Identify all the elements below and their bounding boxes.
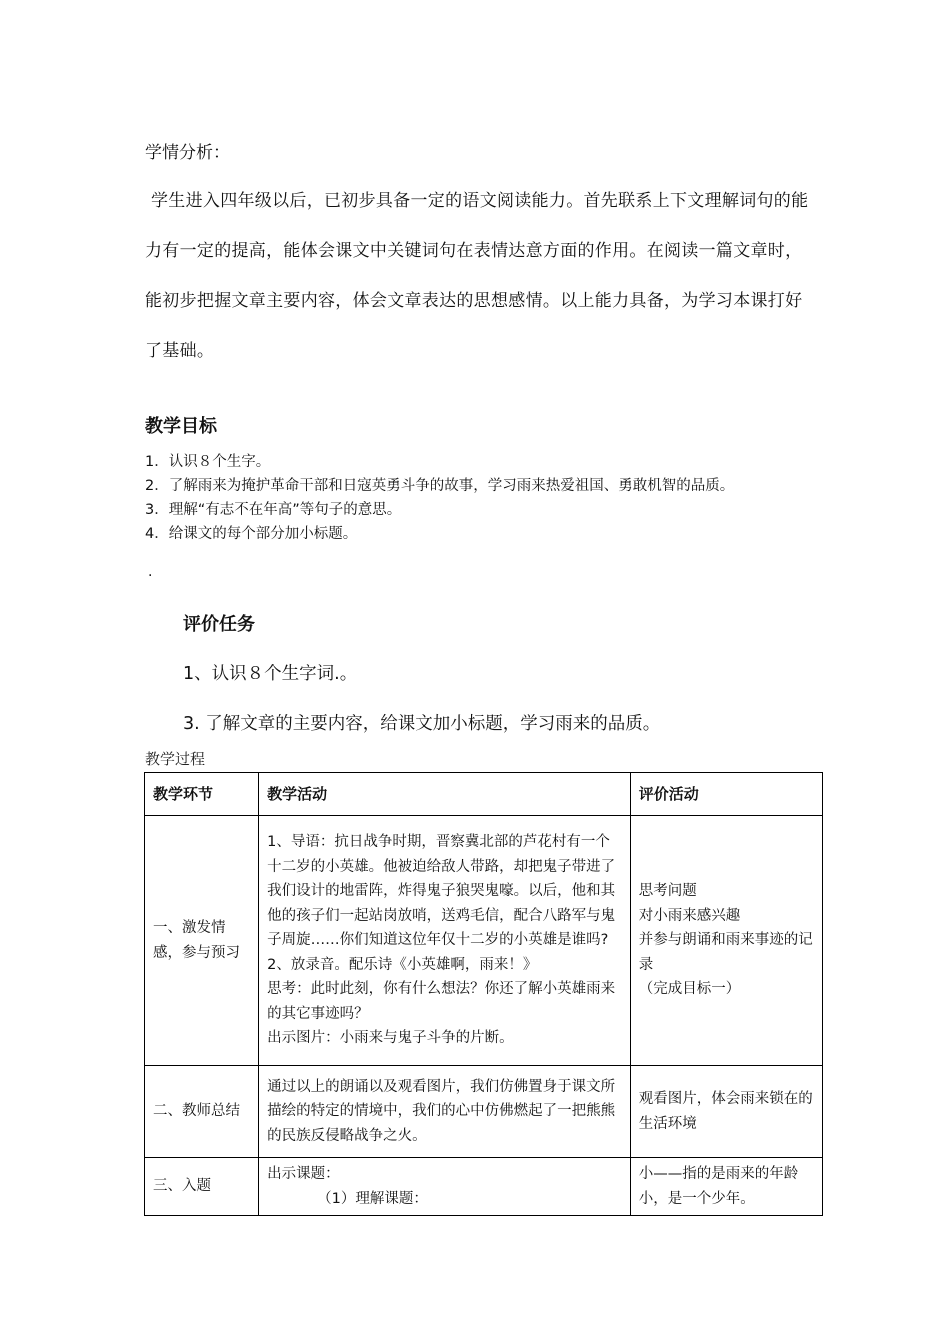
evaluation-line: 并参与朗诵和雨来事迹的记录 [638,932,813,973]
activity-line: 1、导语：抗日战争时期，晋察冀北部的芦花村有一个十二岁的小英雄。他被迫给敌人带路，却把鬼子带进了我们设计的地雷阵，炸得鬼子狼哭鬼嚎。以后，他和其他的孩子们一起站岗放哨，送鸡毛信，配合八路军与鬼子周旋……你们知道这位年仅十二岁的小英雄是谁吗? [267,834,616,949]
evaluation-line: 观看图片，体会雨来锁在的生活环境 [638,1091,813,1132]
header-evaluation: 评价活动 [630,773,822,816]
evaluation-item: 1、认识８个生字词.。 [183,664,358,684]
evaluation-line: 对小雨来感兴趣 [638,907,741,924]
goals-list [145,450,734,546]
evaluation-line: （完成目标一） [638,981,741,998]
activity-line: 出示图片：小雨来与鬼子斗争的片断。 [267,1030,514,1047]
goal-item: 2．了解雨来为掩护革命干部和日寇英勇斗争的故事，学习雨来热爱祖国、勇敢机智的品质。 [145,478,735,494]
activity-line: 2、放录音。配乐诗《小英雄啊，雨来！》 [267,956,538,973]
analysis-title: 学情分析： [145,143,230,163]
goal-item: 1．认识８个生字。 [145,454,271,470]
evaluation-cell [630,816,822,1066]
evaluation-item: 3. 了解文章的主要内容，给课文加小标题，学习雨来的品质。 [183,714,661,734]
activity-cell [259,1066,631,1158]
activity-line: 通过以上的朗诵以及观看图片，我们仿佛置身于课文所描绘的特定的情境中，我们的心中仿佛燃起了一把熊熊的民族反侵略战争之火。 [267,1078,616,1144]
stage-cell: 一、激发情感，参与预习 [145,816,259,1066]
evaluation-cell [630,1158,822,1216]
evaluation-title: 评价任务 [183,614,255,635]
table-row [145,1066,823,1158]
activity-cell [259,1158,631,1216]
activity-line: （1）理解课题： [317,1190,428,1207]
header-stage: 教学环节 [145,773,259,816]
process-table [144,772,823,1216]
header-activity: 教学活动 [259,773,631,816]
goals-title: 教学目标 [145,416,217,437]
table-row [145,816,823,1066]
goal-item: 3．理解“有志不在年高”等句子的意思。 [145,502,402,518]
stage-cell: 二、教师总结 [145,1066,259,1158]
goal-item: 4．给课文的每个部分加小标题。 [145,526,358,542]
activity-line: 出示课题： [267,1166,340,1182]
analysis-body: 学生进入四年级以后，已初步具备一定的语文阅读能力。首先联系上下文理解词句的能力有一定的提高，能体会课文中关键词句在表情达意方面的作用。在阅读一篇文章时，能初步把握文章主要内容，体会文章表达的思想感情。以上能力具备，为学习本课打好了基础。 [145,191,809,361]
activity-cell [259,816,631,1066]
stage-cell: 三、入题 [145,1158,259,1216]
evaluation-line: 小——指的是雨来的年龄小，是一个少年。 [638,1166,799,1207]
activity-line: 思考：此时此刻，你有什么想法？你还了解小英雄雨来的其它事迹吗？ [267,981,616,1022]
evaluation-cell [630,1066,822,1158]
separator-dot: . [148,564,153,580]
process-title: 教学过程 [145,750,206,768]
table-header-row [145,773,823,816]
table-row [145,1158,823,1216]
evaluation-line: 思考问题 [638,883,697,900]
